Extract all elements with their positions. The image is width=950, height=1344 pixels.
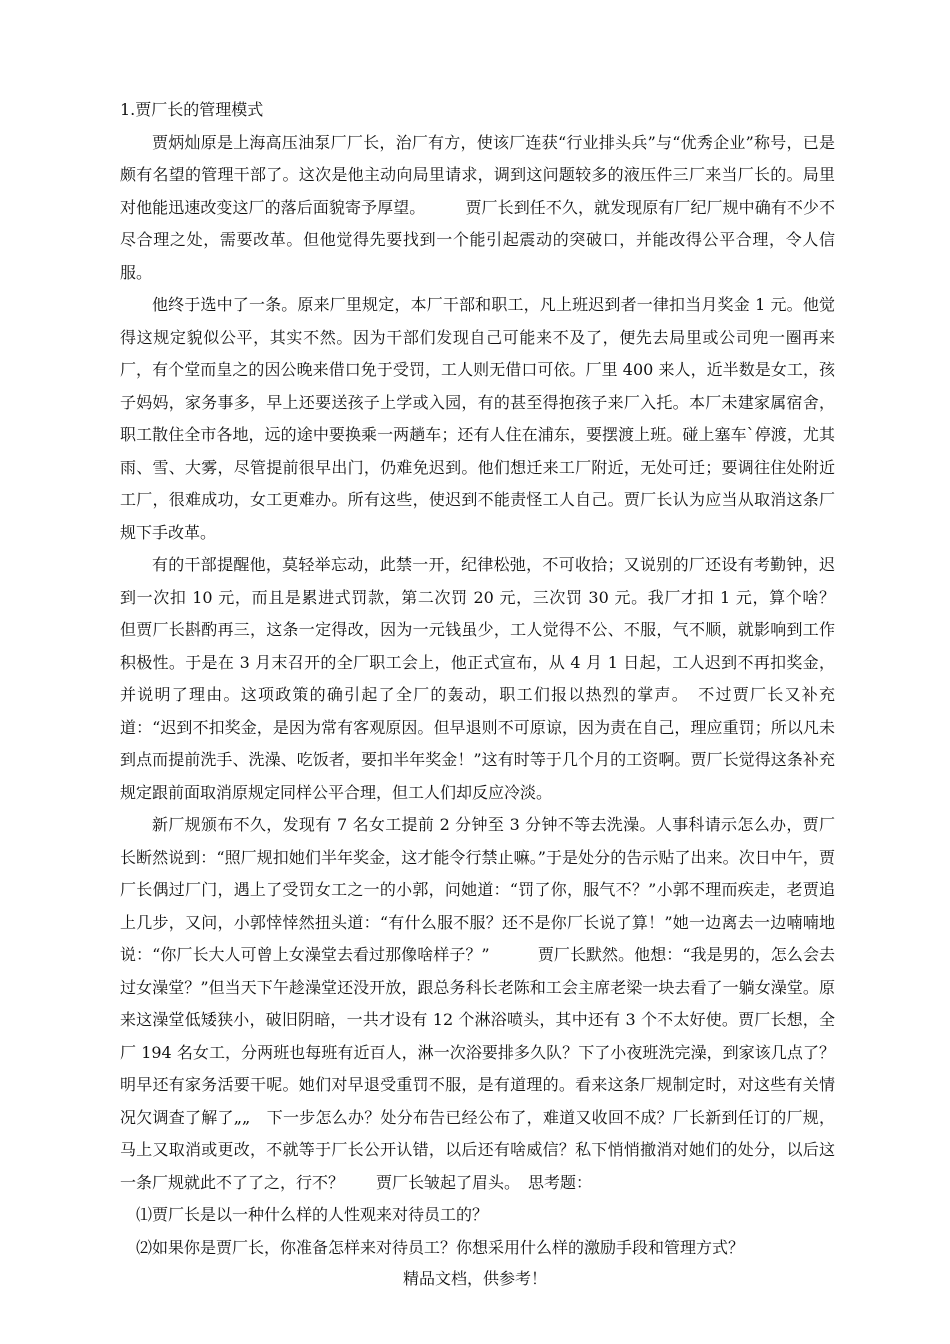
paragraph-bathhouse: 新厂规颁布不久，发现有 7 名女工提前 2 分钟至 3 分钟不等去洗澡。人事科请示怎么办，贾厂长断然说到：“照厂规扣她们半年奖金，这才能令行禁止嘛。”于是处分的告示贴了出来。次日中午，贾厂长偶过厂门，遇上了受罚女工之一的小郭，问她道：“罚了你，服气不？”小郭不理而疾走，老贾追上几步，又问，小郭悻悻然扭头道：“有什么服不服？还不是你厂长说了算！”她一边离去一边喃喃地说：“你厂长大人可曾上女澡堂去看过那像啥样子？” 贾厂长默然。他想：“我是男的，怎么会去过女澡堂？”但当天下午趁澡堂还没开放，跟总务科长老陈和工会主席老梁一块去看了一躺女澡堂。原来这澡堂低矮狭小，破旧阴暗，一共才设有 12 个淋浴喷头，其中还有 3 个不太好使。贾厂长想，全厂 194 名女工，分两班也每班有近百人，淋一次浴要排多久队？下了小夜班洗完澡，到家该几点了？明早还有家务活要干呢。她们对早退受重罚不服，是有道理的。看来这条厂规制定时，对这些有关情况欠调查了解了„„ 下一步怎么办？处分布告已经公布了，难道又收回不成？厂长新到任订的厂规，马上又取消或更改，不就等于厂长公开认错，以后还有啥威信？私下悄悄撤消对她们的处分，以后这一条厂规就此不了了之，行不？ 贾厂长皱起了眉头。 思考题： xyxy=(120,815,835,1192)
document-body xyxy=(120,94,852,1264)
paragraph-reform: 有的干部提醒他，莫轻举忘动，此禁一开，纪律松弛，不可收拾；又说别的厂还设有考勤钟，迟到一次扣 10 元，而且是累进式罚款，第二次罚 20 元，三次罚 30 元。我厂才扣 1 元，算个啥？ 但贾厂长斟酌再三，这条一定得改，因为一元钱虽少，工人觉得不公、不服，气不顺，就影响到工作积极性。于是在 3 月末召开的全厂职工会上，他正式宣布，从 4 月 1 日起，工人迟到不再扣奖金，并说明了理由。这项政策的确引起了全厂的轰动，职工们报以热烈的掌声。 不过贾厂长又补充道：“迟到不扣奖金，是因为常有客观原因。但早退则不可原谅，因为责在自己，理应重罚；所以凡未到点而提前洗手、洗澡、吃饭者，要扣半年奖金！”这有时等于几个月的工资啊。贾厂长觉得这条补充规定跟前面取消原规定同样公平合理，但工人们却反应冷淡。 xyxy=(120,555,852,802)
paragraph-late-rule: 他终于选中了一条。原来厂里规定，本厂干部和职工，凡上班迟到者一律扣当月奖金 1 元。他觉得这规定貌似公平，其实不然。因为干部们发现自己可能来不及了，便先去局里或公司兜一圈再来厂，有个堂而皇之的因公晚来借口免于受罚，工人则无借口可依。厂里 400 来人，近半数是女工，孩子妈妈，家务事多，早上还要送孩子上学或入园，有的甚至得抱孩子来厂入托。本厂未建家属宿舍，职工散住全市各地，远的途中要换乘一两趟车；还有人住在浦东，要摆渡上班。碰上塞车`停渡，尤其雨、雪、大雾，尽管提前很早出门，仍难免迟到。他们想迁来工厂附近，无处可迁；要调往住处附近工厂，很难成功，女工更难办。所有这些，使迟到不能责怪工人自己。贾厂长认为应当从取消这条厂规下手改革。 xyxy=(120,295,835,542)
question-2: ⑵如果你是贾厂长，你准备怎样来对待员工？你想采用什么样的激励手段和管理方式？ xyxy=(136,1237,745,1257)
page-footer: 精品文档，供参考！ xyxy=(402,1269,547,1288)
question-1: ⑴贾厂长是以一种什么样的人性观来对待员工的？ xyxy=(136,1205,489,1224)
paragraph-intro: 贾炳灿原是上海高压油泵厂厂长，治厂有方，使该厂连获“行业排头兵”与“优秀企业”称号，已是颇有名望的管理干部了。这次是他主动向局里请求，调到这问题较多的液压件三厂来当厂长的。局里对他能迅速改变这厂的落后面貌寄予厚望。 贾厂长到任不久，就发现原有厂纪厂规中确有不少不尽合理之处，需要改革。但他觉得先要找到一个能引起震动的突破口，并能改得公平合理，令人信服。 xyxy=(120,132,835,282)
case-heading: 1.贾厂长的管理模式 xyxy=(120,100,264,119)
